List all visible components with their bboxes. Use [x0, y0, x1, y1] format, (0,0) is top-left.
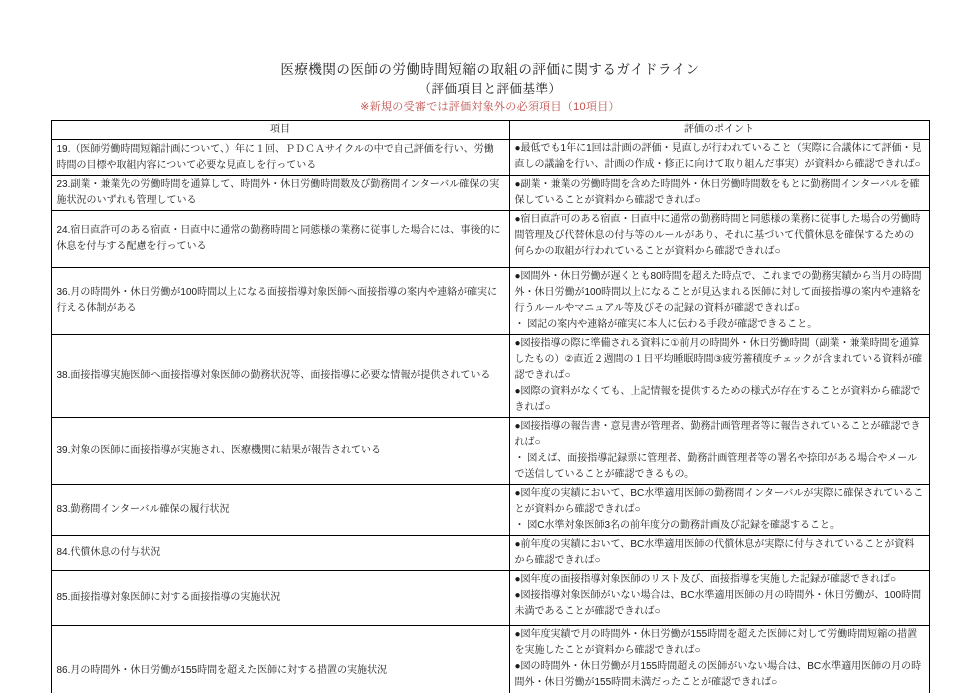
- item-text: 38.面接指導実施医師へ面接指導対象医師の勤務状況等、面接指導に必要な情報が提供されている: [56, 370, 491, 381]
- table-row: [51, 176, 929, 211]
- point-line: ●図接指導の報告書・意見書が管理者、勤務計画管理者等に報告されていることが確認できれば○: [514, 421, 921, 448]
- point-line: ●図年度の面接指導対象医師のリスト及び、面接指導を実施した記録が確認できれば○: [514, 574, 896, 585]
- item-text: 23.副業・兼業先の労働時間を通算して、時間外・休日労働時間数及び勤務間インターバル確保の実施状況のいずれも管理している: [56, 179, 500, 206]
- table-row: [51, 626, 929, 693]
- item-text: 39.対象の医師に面接指導が実施され、医療機関に結果が報告されている: [56, 445, 382, 456]
- point-line: ●前年度の実績において、BC水準適用医師の代償休息が実際に付与されていることが資料から確認できれば○: [514, 539, 915, 566]
- item-cell: [51, 536, 509, 571]
- point-line: ・ 図C水準対象医師3名の前年度分の勤務計画及び記録を確認すること。: [514, 520, 841, 531]
- item-cell: [51, 176, 509, 211]
- point-line: ●図際の資料がなくても、上記情報を提供するための様式が存在することが資料から確認できれば○: [514, 386, 921, 413]
- point-line: ●図接指導対象医師がいない場合は、BC水準適用医師の月の時間外・休日労働が、100時間未満であることが確認できれば○: [514, 590, 922, 617]
- item-cell: [51, 485, 509, 536]
- point-line: ●図年度の実績において、BC水準適用医師の勤務間インターバルが実際に確保されていることが資料から確認できれば○: [514, 488, 924, 515]
- points-cell: [509, 571, 929, 626]
- item-cell: [51, 571, 509, 626]
- item-cell: [51, 140, 509, 176]
- table-header-row: [51, 121, 929, 140]
- table-row: [51, 571, 929, 626]
- item-cell: [51, 418, 509, 485]
- header-points-column: 評価のポイント: [509, 121, 929, 140]
- point-line: ・ 図記の案内や連絡が確実に本人に伝わる手段が確認できること。: [514, 319, 818, 330]
- evaluation-table: [51, 120, 930, 693]
- point-line: ●宿日直許可のある宿直・日直中に通常の勤務時間と同態様の業務に従事した場合の労働時間管理及び代替休息の付与等のルールがあり、それに基づいて代償休息を確保するための何らかの取組が行われていることが資料から確認できれば○: [514, 214, 921, 257]
- document-subtitle: （評価項目と評価基準）: [418, 82, 562, 96]
- points-cell: [509, 176, 929, 211]
- item-cell: [51, 211, 509, 268]
- table-row: [51, 485, 929, 536]
- item-cell: [51, 268, 509, 335]
- table-row: [51, 335, 929, 418]
- point-line: ●最低でも1年に1回は計画の評価・見直しが行われていること（実際に合議体にて評価・見直しの議論を行い、計画の作成・修正に向けて取り組んだ事実）が資料から確認できれば○: [514, 143, 922, 170]
- item-cell: [51, 626, 509, 693]
- document-title: 医療機関の医師の労働時間短縮の取組の評価に関するガイドライン: [280, 62, 700, 77]
- item-text: 86.月の時間外・休日労働が155時間を超えた医師に対する措置の実施状況: [56, 664, 388, 676]
- table-row: [51, 536, 929, 571]
- item-text: 83.勤務間インターバル確保の履行状況: [56, 504, 230, 515]
- item-text: 19.（医師労働時間短縮計画について、）年に１回、ＰＤＣＡサイクルの中で自己評価を行い、労働時間の目標や取組内容について必要な見直しを行っている: [56, 143, 494, 171]
- header-item-column: 項目: [51, 121, 509, 140]
- points-cell: [509, 418, 929, 485]
- point-line: ●図間外・休日労働が遅くとも80時間を超えた時点で、これまでの勤務実績から当月の時間外・休日労働が100時間以上になることが見込まれる医師に対して面接指導の案内や連絡を行うルールやマニュアル等及びその記録の資料が確認できれば○: [514, 271, 922, 314]
- points-cell: [509, 268, 929, 335]
- table-row: [51, 211, 929, 268]
- item-text: 36.月の時間外・休日労働が100時間以上になる面接指導対象医師へ面接指導の案内や連絡が確実に行える体制がある: [56, 287, 498, 314]
- item-text: 85.面接指導対象医師に対する面接指導の実施状況: [56, 592, 281, 603]
- point-line: ●図年度実績で月の時間外・休日労働が155時間を超えた医師に対して労働時間短縮の措置を実施したことが資料から確認できれば○: [514, 629, 918, 656]
- points-cell: [509, 140, 929, 176]
- points-cell: [509, 626, 929, 693]
- table-row: [51, 140, 929, 176]
- point-line: ●図の時間外・休日労働が月155時間超えの医師がいない場合は、BC水準適用医師の月の時間外・休日労働が155時間未満だったことが確認できれば○: [514, 661, 922, 688]
- points-cell: [509, 335, 929, 418]
- item-text: 84.代償休息の付与状況: [56, 547, 161, 558]
- point-line: ●副業・兼業の労働時間を含めた時間外・休日労働時間数をもとに勤務間インターバルを確保していることが資料から確認できれば○: [514, 179, 920, 206]
- item-cell: [51, 335, 509, 418]
- table-row: [51, 268, 929, 335]
- points-cell: [509, 211, 929, 268]
- point-line: ・ 図えば、面接指導記録票に管理者、勤務計画管理者等の署名や捺印がある場合やメールで送信していることが確認できるもの。: [514, 453, 918, 480]
- point-line: ●図接指導の際に準備される資料に①前月の時間外・休日労働時間（副業・兼業時間を通算したもの）②直近２週間の１日平均睡眠時間③疲労蓄積度チェックが含まれている資料が確認できれば○: [514, 338, 923, 381]
- item-text: 24.宿日直許可のある宿直・日直中に通常の勤務時間と同態様の業務に従事した場合には、事後的に休息を付与する配慮を行っている: [56, 225, 501, 252]
- exclusion-note: ※新規の受審では評価対象外の必須項目（10項目）: [360, 101, 620, 113]
- points-cell: [509, 485, 929, 536]
- points-cell: [509, 536, 929, 571]
- table-row: [51, 418, 929, 485]
